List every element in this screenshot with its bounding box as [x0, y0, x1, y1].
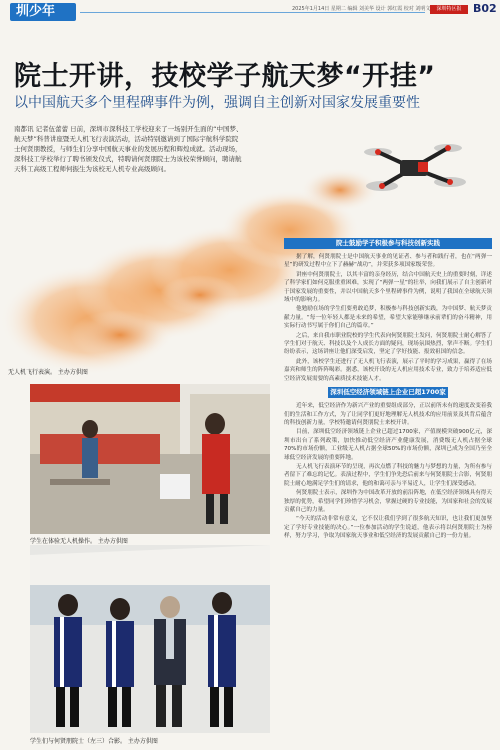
paragraph: 讲座中何贤朋院士，以其丰富的亲身经历，结合中国航天史上的重要时刻，详述了科学家们如何克服重重困难，实现了“两弹一星”的壮举，向我们展示了自主创新对于国家发展的重要性，并以中国航天多个里程碑事件为例，说明了我国在全球航天领域中的影响力。 [284, 271, 492, 304]
paragraph: 他勉励在场的学生们要勇敢追梦，积极参与科技创新实践，为中国梦、航天梦贡献力量。“每一位年轻人都是未来的希望，希望大家能够继承前辈们的奋斗精神，用实际行动书写属于你们自己的篇章。” [284, 306, 492, 330]
hero-caption: 无人机飞行表演。 主办方供图 [8, 369, 88, 376]
paragraph: “今天的活动非常有意义，它不仅让我们学到了很多航天知识，也让我们更加坚定了学好专业技能的决心。”一位参加活动的学生说道，他表示将以何贤朋院士为榜样，努力学习，争取为国家航天事业和低空经济的发展贡献自己的一份力量。 [284, 516, 492, 540]
sidebar-column [284, 238, 492, 542]
box-title: 院士鼓励学子积极参与科技创新实践 [284, 238, 492, 249]
paragraph: 何贤朋院士表示，深圳作为中国改革开放的前沿阵地，在低空经济领域具有得天独厚的优势，希望同学们珍惜学习机会，掌握过硬的专业技能，为国家和社会的发展贡献自己的力量。 [284, 490, 492, 513]
section-subtitle: 深圳低空经济领域链上企业已超1700家 [328, 387, 448, 398]
sidebar-body-2 [284, 402, 492, 541]
drone-image [358, 134, 468, 204]
photo-drone-practice [30, 384, 270, 534]
page-number: B02 [473, 2, 497, 15]
header-tag: 深圳特区报 [430, 5, 468, 14]
photo1-caption: 学生在体验无人机操作。 主办方供图 [30, 538, 128, 545]
subheadline: 以中国航天多个里程碑事件为例，强调自主创新对国家发展重要性 [14, 95, 420, 111]
paragraph: 无人机飞行表演环节的呈现，再次点燃了科技的魅力与梦想的力量，为所有参与者留下了难忘的记忆。表演过程中，学生们争先恐后前来与何贤朋院士合影，何贤朋院士耐心地满足学生们的请求，他的和蔼可亲与平易近人，让学生们深受感动。 [284, 463, 492, 487]
paragraph: 之后，来自我市职业院校的学生代表向何贤朋院士发问，何贤朋院士耐心解答了学生们对于航天、科技以及个人成长方面的疑问，现场氛围热烈，掌声不断。学生们纷纷表示，这场讲座让他们深受启发，坚定了学好技能、报效祖国的信念。 [284, 332, 492, 356]
paragraph: 目前，深圳低空经济领域链上企业已超过1700家，产值规模突破900亿元，深圳市出台了系列政策，加快推动低空经济产业健康发展，消费级无人机占据全球70%的市场份额，工业级无人机占据全球50%的市场份额，深圳已成为全国乃至全球低空经济发展的重要阵地。 [284, 429, 492, 461]
section-tag: 圳少年 [10, 3, 76, 21]
header-rule [80, 12, 425, 13]
photo2-caption: 学生们与何贤朋院士（左三）合影。 主办方供图 [30, 738, 158, 745]
paragraph: 此外，该校学生还进行了无人机飞行表演，展示了平时的学习成果，赢得了在场嘉宾和师生的阵阵喝彩。据悉，该校开设的无人机应用技术专业，致力于培养适应低空经济发展需要的高素质技术技能人才。 [284, 358, 492, 382]
photo-group [30, 545, 270, 733]
paragraph: 近年来，低空经济作为新兴产业的重要组成部分，正以前所未有的速度改变着我们的生活和工作方式，为了让同学们更好地理解无人机技术的应用前景及其背后蕴含的科技创新力量，学校特邀请何贤朋院士来校开讲。 [284, 403, 492, 426]
sidebar-body-1 [284, 253, 492, 383]
headline: 院士开讲，技校学子航天梦“开挂” [14, 61, 436, 92]
lead-paragraph: 南都讯 记者伍蕾蕾 日前，深圳市深科技工学校迎来了一场别开生面的“中国梦、航天梦”科普讲座暨无人机飞行表演活动，活动特别邀请到了国际宇航科学院院士何贤朋教授，与师生们分享中国航天事业的发展历程和辉煌成就。活动现场，深科技工学校举行了聘书颁发仪式，特聘请何贤朋院士为该校荣誉顾问，聘请航天科工高级工程师何振生为该校无人机专业高级顾问。 [14, 125, 243, 173]
paragraph: 据了解，何贤朋院士是中国航天事业的见证者、参与者和践行者，也在“两弹一星”的研发过程中立下了赫赫“战功”，并荣获多项国家级荣誉。 [284, 254, 492, 269]
page-header [0, 0, 500, 22]
header-meta: 2025年1月14日 星期二 编辑 刘美华 设计 郭红霞 校对 刘明文 [292, 6, 431, 12]
